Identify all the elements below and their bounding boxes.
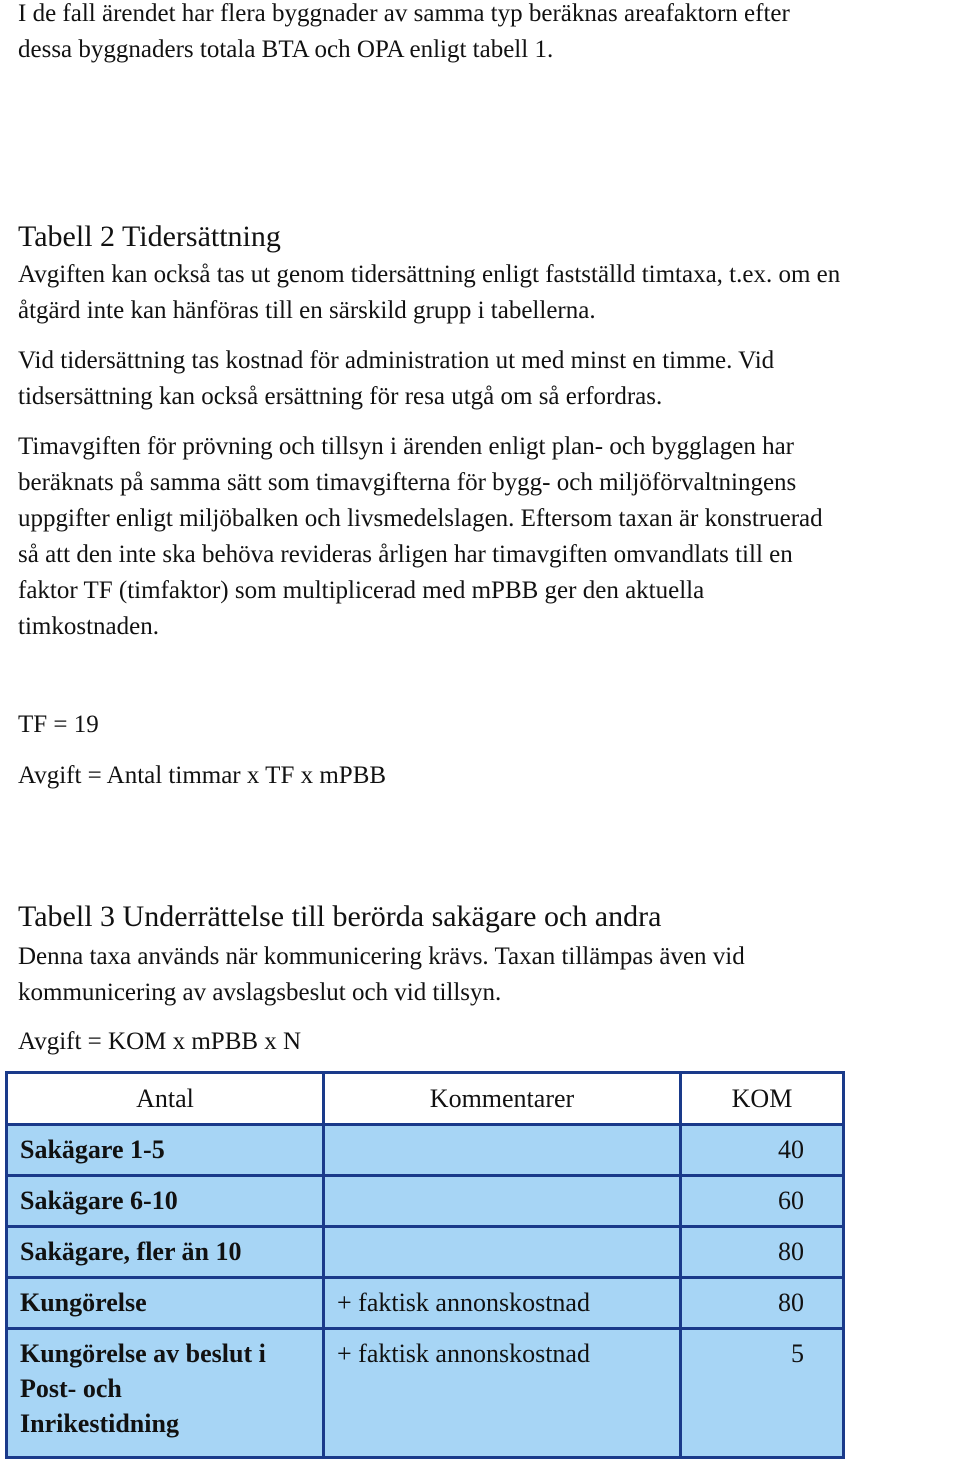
section2-formula: Avgift = Antal timmar x TF x mPBB <box>18 762 387 789</box>
cell-kom: 80 <box>681 1278 844 1329</box>
table-row <box>7 1278 844 1329</box>
kom-table <box>5 1071 845 1459</box>
section3-formula: Avgift = KOM x mPBB x N <box>18 1028 302 1055</box>
cell-antal: Sakägare 6-10 <box>7 1176 324 1227</box>
cell-kom: 80 <box>681 1227 844 1278</box>
section2-heading: Tabell 2 Tidersättning <box>18 220 281 253</box>
section2-para1-line-2: åtgärd inte kan hänföras till en särskild grupp i tabellerna. <box>18 297 596 324</box>
section3-para-line-2: kommunicering av avslagsbeslut och vid tillsyn. <box>18 979 502 1006</box>
table-row <box>7 1176 844 1227</box>
cell-kom: 60 <box>681 1176 844 1227</box>
section3-para-line-1: Denna taxa används när kommunicering krävs. Taxan tillämpas även vid <box>18 943 745 970</box>
section2-para3-line-3: uppgifter enligt miljöbalken och livsmedelslagen. Eftersom taxan är konstruerad <box>18 505 823 532</box>
tf-value: TF = 19 <box>18 711 99 738</box>
intro-line-1: I de fall ärendet har flera byggnader av samma typ beräknas areafaktorn efter <box>18 0 790 27</box>
table-row <box>7 1125 844 1176</box>
table-row <box>7 1329 844 1458</box>
cell-antal <box>7 1329 324 1458</box>
section2-para3-line-2: beräknats på samma sätt som timavgifterna för bygg- och miljöförvaltningens <box>18 469 797 496</box>
cell-kommentar: + faktisk annonskostnad <box>324 1278 681 1329</box>
cell-antal: Kungörelse <box>7 1278 324 1329</box>
table-row <box>7 1227 844 1278</box>
section2-para2-line-2: tidsersättning kan också ersättning för resa utgå om så erfordras. <box>18 383 663 410</box>
cell-kommentar <box>324 1227 681 1278</box>
section2-para3-line-1: Timavgiften för prövning och tillsyn i ärenden enligt plan- och bygglagen har <box>18 433 794 460</box>
intro-line-2: dessa byggnaders totala BTA och OPA enligt tabell 1. <box>18 36 554 63</box>
cell-antal-line-2: Post- och <box>20 1374 122 1403</box>
cell-kom: 40 <box>681 1125 844 1176</box>
cell-kommentar: + faktisk annonskostnad <box>324 1329 681 1458</box>
table-header-row <box>7 1073 844 1125</box>
section3-heading: Tabell 3 Underrättelse till berörda sakägare och andra <box>18 900 662 933</box>
cell-antal: Sakägare, fler än 10 <box>7 1227 324 1278</box>
section2-para3-line-6: timkostnaden. <box>18 613 159 640</box>
cell-kom: 5 <box>681 1329 844 1458</box>
section2-para3-line-4: så att den inte ska behöva revideras årligen har timavgiften omvandlats till en <box>18 541 793 568</box>
cell-kommentar <box>324 1125 681 1176</box>
header-antal: Antal <box>7 1073 324 1125</box>
section2-para1-line-1: Avgiften kan också tas ut genom tidersättning enligt fastställd timtaxa, t.ex. om en <box>18 261 841 288</box>
cell-antal-line-1: Kungörelse av beslut i <box>20 1339 266 1368</box>
cell-antal: Sakägare 1-5 <box>7 1125 324 1176</box>
cell-kommentar <box>324 1176 681 1227</box>
header-kommentarer: Kommentarer <box>324 1073 681 1125</box>
header-kom: KOM <box>681 1073 844 1125</box>
cell-antal-line-3: Inrikestidning <box>20 1409 179 1438</box>
section2-para2-line-1: Vid tidersättning tas kostnad för administration ut med minst en timme. Vid <box>18 347 775 374</box>
section2-para3-line-5: faktor TF (timfaktor) som multiplicerad med mPBB ger den aktuella <box>18 577 705 604</box>
